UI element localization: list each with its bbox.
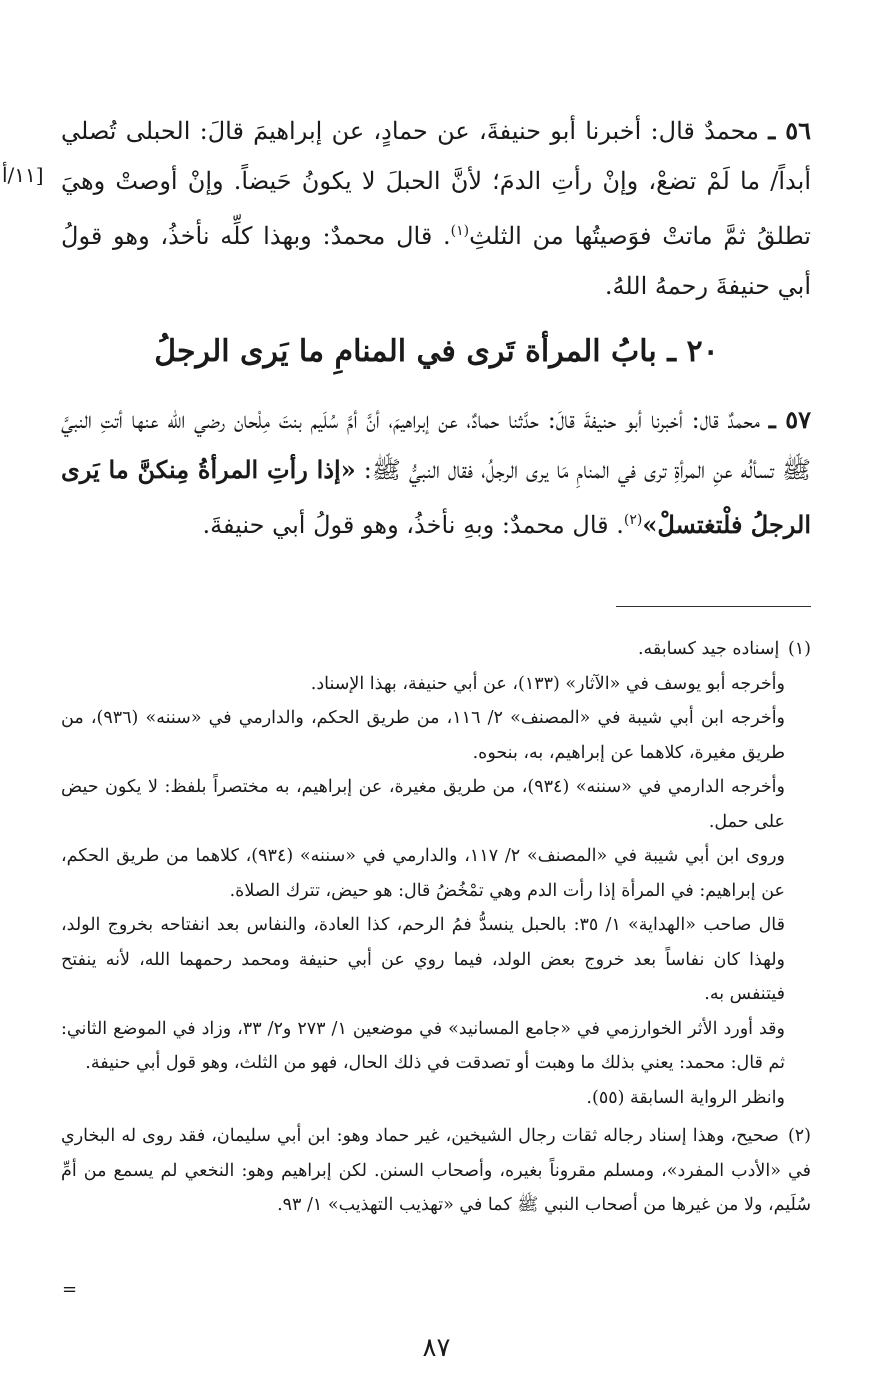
footnote-line	[61, 632, 811, 667]
continuation-mark: =	[62, 1279, 78, 1300]
paragraph-text: محمدٌ قال: أخبرنا أبو حنيفةَ، عن حمادٍ، عن إبراهيمَ قالَ: الحبلى تُصلي أبداً/ ما لَمْ تضعْ، وإنْ رأتِ الدمَ؛ لأنَّ الحبلَ لا يكونُ حَيضاً. وإنْ أوصتْ وهيَ تطلقُ ثمَّ ماتتْ فوَصيتُها من الثلثِ	[61, 117, 811, 250]
footnote-text: صحيح، وهذا إسناد رجاله ثقات رجال الشيخين، غير حماد وهو: ابن أبي سليمان، فقد روى له البخاري في «الأدب المفرد»، ومسلم مقروناً بغيره، وأصحاب السنن. لكن إبراهيم وهو: النخعي لم يسمع من أمِّ سُلَيم، ولا من غيرها من أصحاب النبي ﷺ كما في «تهذيب التهذيب» ١/ ٩٣.	[61, 1126, 811, 1215]
footnote-1	[61, 632, 811, 1115]
footnote-divider	[616, 606, 811, 607]
footnote-line: قال صاحب «الهداية» ١/ ٣٥: بالحبل ينسدُّ فمُ الرحم، كذا العادة، والنفاس بعد انفتاحه بخروج الولد، ولهذا كان نفاساً بعد خروج بعض الولد، فيما روي عن أبي حنيفة ومحمد رحمهما الله، لأنه ينفتح فيتنفس به.	[61, 915, 785, 1004]
chapter-heading: ٢٠ ـ بابُ المرأة تَرى في المنامِ ما يَرى الرجلُ	[154, 334, 719, 369]
footnote-marker: (٢)	[787, 1126, 811, 1146]
footnote-line: وانظر الرواية السابقة (٥٥).	[586, 1087, 785, 1108]
page-number: ٨٧	[422, 1333, 451, 1363]
footnote-reference: (٢)	[623, 512, 643, 528]
footnote-reference: (١)	[450, 223, 470, 239]
paragraph-57	[61, 395, 811, 550]
hadith-quote: «إذا رأتِ المرأةُ مِنكنَّ ما يَرى الرجلُ فلْتغتسلْ»	[61, 455, 811, 539]
footnote-2	[61, 1119, 811, 1223]
paragraph-56	[61, 106, 811, 311]
footnotes-section	[61, 632, 811, 1227]
paragraph-text-continued: . قال محمدٌ: وبهِ نأخذُ، وهو قولُ أبي حنيفةَ.	[202, 511, 624, 539]
footnote-line: وروى ابن أبي شيبة في «المصنف» ٢/ ١١٧، والدارمي في «سننه» (٩٣٤)، كلاهما من طريق الحكم، عن إبراهيم: في المرأة إذا رأت الدم وهي تمْخُضُ قال: هو حيض، تترك الصلاة.	[61, 846, 785, 901]
paragraph-text: محمدٌ قال: أخبرنا أبو حنيفةَ قالَ: حدَّثنا حمادٌ، عن إبراهيمَ، أنَّ أمَّ سُلَيم بنتَ مِلْحان رضي الله عنها أتتِ النبيَّ ﷺ تسألُه عنِ المرأةِ ترى في المنامِ مَا يرى الرجلُ، فقال النبيُّ ﷺ:	[61, 406, 811, 484]
footnote-line: وأخرجه الدارمي في «سننه» (٩٣٤)، من طريق مغيرة، عن إبراهيم، به مختصراً بلفظ: لا يكون حيض على حمل.	[61, 777, 785, 832]
footnote-line: وقد أورد الأثر الخوارزمي في «جامع المسانيد» في موضعين ١/ ٢٧٣ و٢/ ٣٣، وزاد في الموضع الثاني: ثم قال: محمد: يعني بذلك ما وهبت أو تصدقت في ذلك الحال، فهو من الثلث، وهو قول أبي حنيفة.	[61, 1018, 785, 1073]
footnote-line: وأخرجه أبو يوسف في «الآثار» (١٣٣)، عن أبي حنيفة، بهذا الإسناد.	[310, 673, 785, 694]
footnote-line	[61, 1119, 811, 1223]
footnote-text: إسناده جيد كسابقه.	[637, 639, 780, 659]
paragraph-number: ٥٦ ـ	[768, 116, 811, 145]
footnote-marker: (١)	[787, 639, 811, 659]
paragraph-number: ٥٧ ـ	[768, 405, 811, 434]
margin-manuscript-reference: [١١/أ	[2, 163, 44, 187]
footnote-line: وأخرجه ابن أبي شيبة في «المصنف» ٢/ ١١٦، من طريق الحكم، والدارمي في «سننه» (٩٣٦)، من طريق مغيرة، كلاهما عن إبراهيم، به، بنحوه.	[61, 708, 786, 763]
paragraph-text-continued: . قال محمدٌ: وبهذا كلِّه نأخذُ، وهو قولُ أبي حنيفةَ رحمهُ اللهُ.	[61, 222, 811, 300]
